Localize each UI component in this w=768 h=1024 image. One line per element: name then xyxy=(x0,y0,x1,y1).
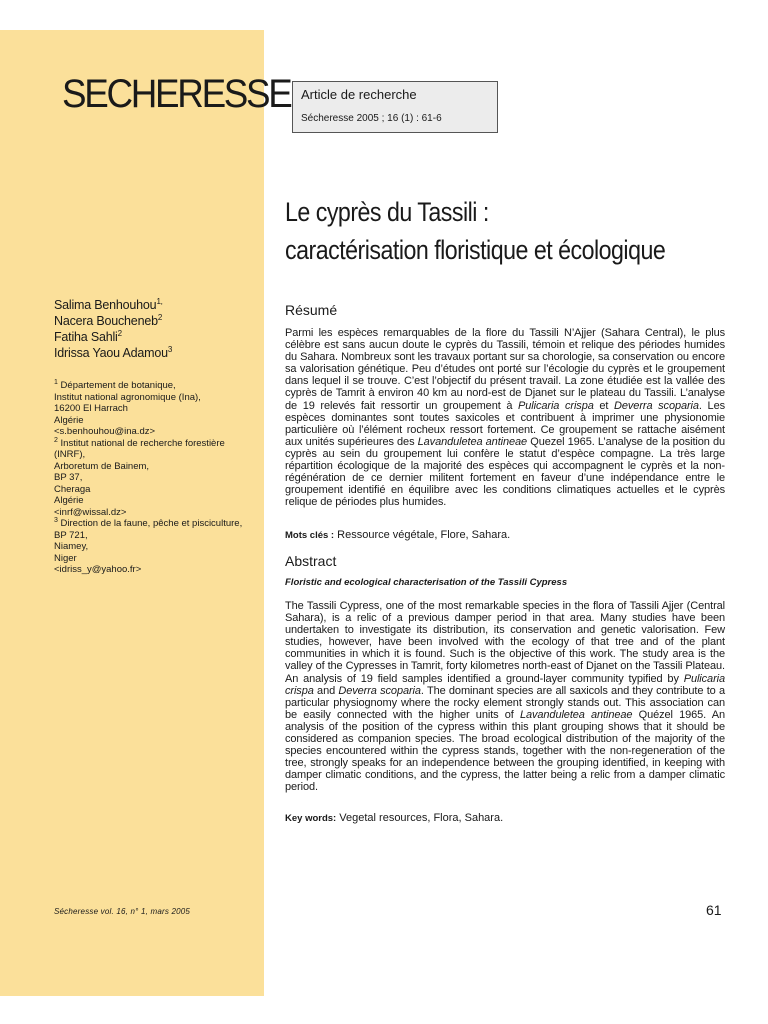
page-number: 61 xyxy=(706,902,722,918)
article-type: Article de recherche xyxy=(301,87,417,102)
affiliation: $^2$ Institut national de recherche forestière (INRF), Arboretum de Bainem, BP 37, Cheraga Algérie <inrf@wissal.dz> xyxy=(54,438,264,519)
article-title-line-2: caractérisation floristique et écologique xyxy=(285,235,666,265)
abstract-subtitle: Floristic and ecological characterisation of the Tassili Cypress xyxy=(285,577,568,588)
email-link[interactable]: <inrf@wissal.dz> xyxy=(54,506,127,518)
author: Idrissa Yaou Adamou$^3$ xyxy=(54,344,173,360)
article-title-line-1: Le cyprès du Tassili : xyxy=(285,197,489,227)
article-info-box xyxy=(292,81,498,133)
resume-keywords: Mots clés : Ressource végétale, Flore, Sahara. xyxy=(285,529,511,541)
resume-heading: Résumé xyxy=(285,302,338,318)
affiliation: $^3$ Direction de la faune, pêche et pisciculture, BP 721, Niamey, Niger <idriss_y@yahoo.fr> xyxy=(54,518,264,576)
resume-text: Parmi les espèces remarquables de la flore du Tassili N’Ajjer (Sahara Central), le plus célèbre est sans aucun doute le cyprès du Tassili, témoin et relique des périodes humides du Sahara. Nombreux sont les travaux portant sur sa chorologie, sa conservation ou encore sa valorisation génétique. Peu d’études ont porté sur l’écologie du cyprès et le groupement dans lequel il se trouve. C’est l’objectif du présent travail. La zone étudiée est la vallée des cyprès de Tamrit à environ 40 km au nord-est de Djanet sur le plateau du Tassili. L’analyse de 19 relevés fait ressortir un groupement à Pulicaria crispa et Deverra scoparia. Les espèces dominantes sont toutes saxicoles et contribuent à imprimer une physionomie particulière où l’élément rocheux ressort fortement. Ce groupement se rattache aisément aux unités supérieures des Lavanduletea antineae Quezel 1965. L’analyse de la position du cyprès au sein du groupement lui confère le statut d’espèce compagne. La très large répartition écologique de la majorité des espèces qui accompagnent le cyprès et la non-régénération de ce dernier militent fortement en faveur d’une indépendance entre le groupement identifié en équilibre avec les conditions climatiques actuelles et le cyprès relique de périodes plus humides. xyxy=(285,327,725,509)
author: Salima Benhouhou$^{1,}$ xyxy=(54,296,163,312)
journal-title: SECHERESSE xyxy=(62,72,291,116)
article-citation: Sécheresse 2005 ; 16 (1) : 61-6 xyxy=(301,113,442,124)
author-list xyxy=(54,297,172,361)
abstract-heading: Abstract xyxy=(285,553,337,569)
abstract-text: The Tassili Cypress, one of the most remarkable species in the flora of Tassili Ajjer (Central Sahara), is a relic of a previous damper period in that area. Many studies have been undertaken to investigate its distribution, its conservation and genetic valorisation. Few studies, however, have been involved with the ecology of that tree and of the plant communities in which it is found. Such is the objective of this work. The study area is the valley of the Cypresses in Tamrit, forty kilometres north-east of Djanet on the Tassili Plateau. An analysis of 19 field samples identified a ground-layer community typified by Pulicaria crispa and Deverra scoparia. The dominant species are all saxicols and they contribute to a particular physiognomy where the rocky element strongly stands out. This association can be easily connected with the higher units of Lavanduletea antineae Quézel 1965. An analysis of the position of the cypress within this plant grouping shows that it should be considered as companion species. The broad ecological distribution of the majority of the species encountered within the cypress stands, together with the non-regeneration of the tree, strongly speaks for an independence between the grouping identified, in keeping with damper climatic conditions, and the cypress, the latter being a relic from a damper climatic period. xyxy=(285,600,725,794)
footer-journal-ref: Sécheresse vol. 16, n° 1, mars 2005 xyxy=(54,907,191,916)
author: Fatiha Sahli$^2$ xyxy=(54,328,122,344)
author: Nacera Boucheneb$^2$ xyxy=(54,312,163,328)
affiliation: $^1$ Département de botanique, Institut national agronomique (Ina), 16200 El Harrach Algérie <s.benhouhou@ina.dz> xyxy=(54,380,264,438)
affiliation-list xyxy=(54,380,264,576)
email-link[interactable]: <idriss_y@yahoo.fr> xyxy=(54,564,142,575)
article-title xyxy=(285,193,665,269)
abstract-keywords: Key words: Vegetal resources, Flora, Sahara. xyxy=(285,812,504,824)
email-link[interactable]: <s.benhouhou@ina.dz> xyxy=(54,426,156,437)
